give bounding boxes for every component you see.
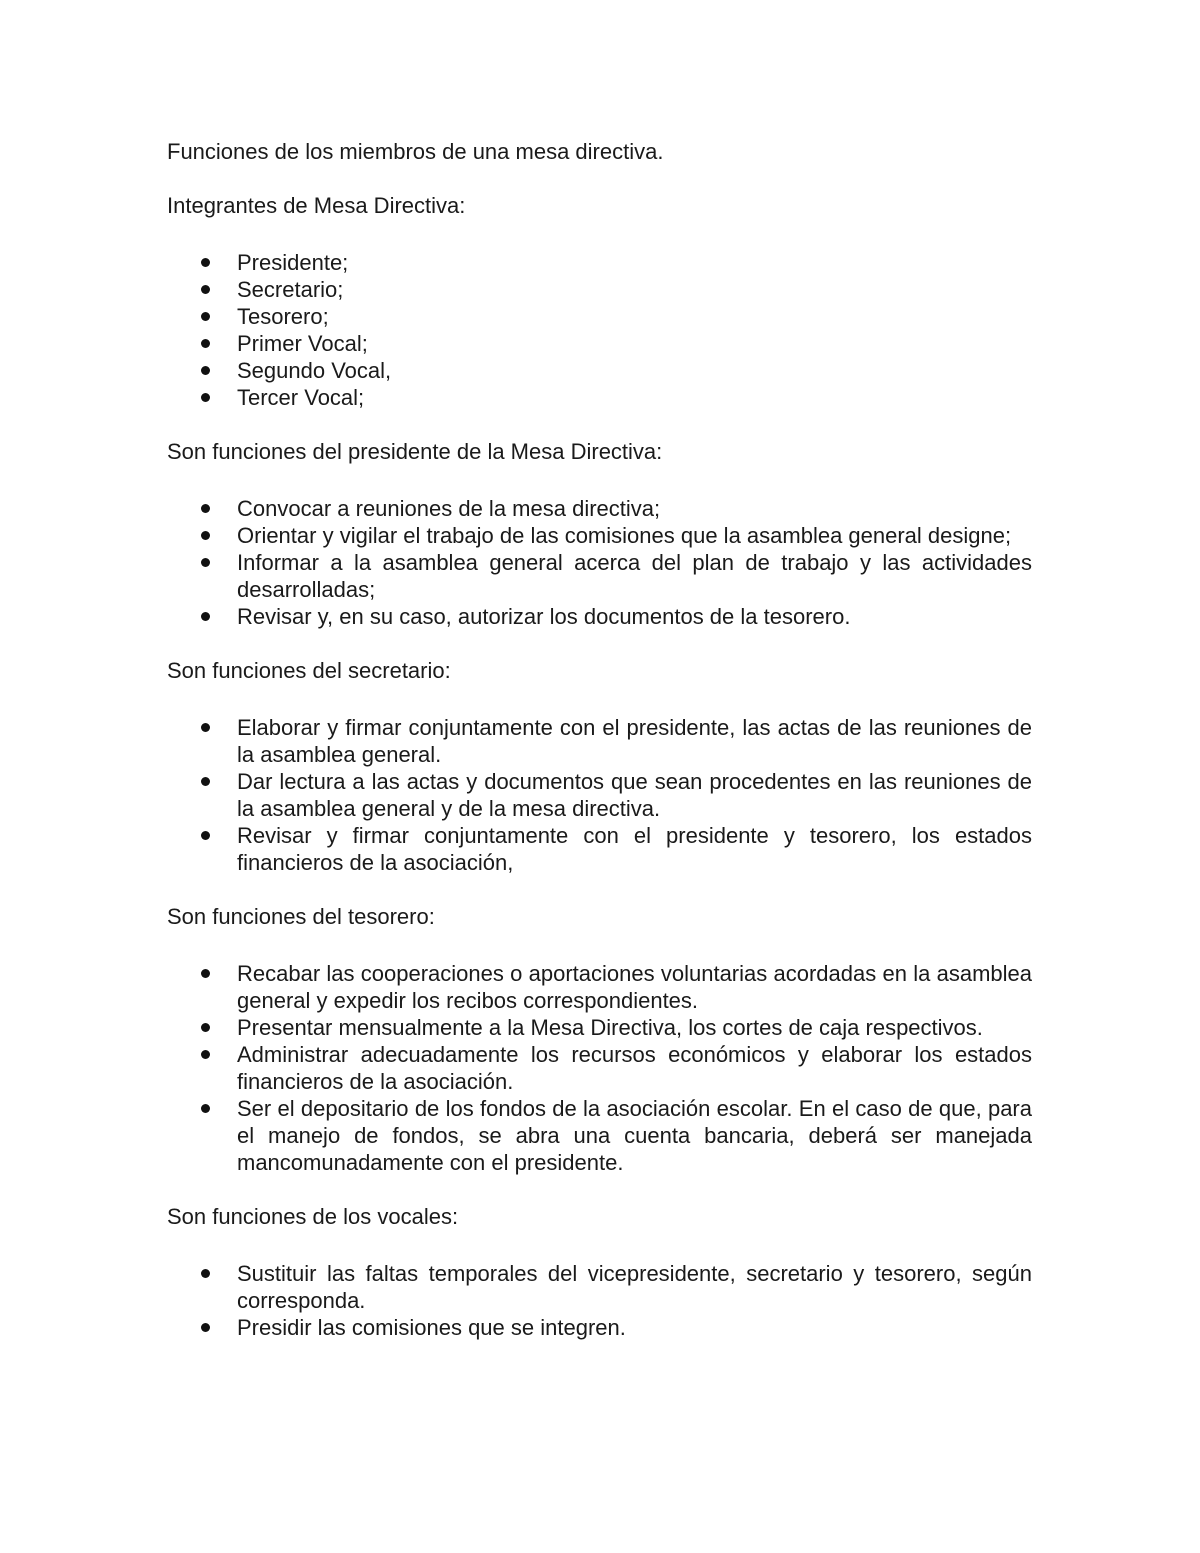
section-heading-presidente: Son funciones del presidente de la Mesa Directiva: (167, 439, 663, 464)
bullet-icon (201, 504, 210, 513)
section-heading-integrantes: Integrantes de Mesa Directiva: (167, 193, 466, 218)
section-heading-tesorero: Son funciones del tesorero: (167, 904, 435, 929)
vocales-list (167, 1260, 1032, 1341)
list-item: Revisar y firmar conjuntamente con el presidente y tesorero, los estados financieros de la asociación, (167, 822, 1032, 876)
bullet-icon (201, 393, 210, 402)
presidente-list (167, 495, 1032, 630)
list-item: Elaborar y firmar conjuntamente con el presidente, las actas de las reuniones de la asamblea general. (167, 714, 1032, 768)
bullet-icon (201, 339, 210, 348)
section-heading-vocales: Son funciones de los vocales: (167, 1204, 459, 1229)
list-item: Revisar y, en su caso, autorizar los documentos de la tesorero. (167, 603, 1032, 630)
bullet-icon (201, 1104, 210, 1113)
document-title: Funciones de los miembros de una mesa directiva. (167, 139, 664, 164)
document-page (167, 138, 1032, 1341)
integrantes-list (167, 249, 1032, 411)
list-item: Tercer Vocal; (167, 384, 1032, 411)
list-item: Secretario; (167, 276, 1032, 303)
list-item: Recabar las cooperaciones o aportaciones voluntarias acordadas en la asamblea general y expedir los recibos correspondientes. (167, 960, 1032, 1014)
bullet-icon (201, 366, 210, 375)
bullet-icon (201, 723, 210, 732)
bullet-icon (201, 312, 210, 321)
list-item: Sustituir las faltas temporales del vicepresidente, secretario y tesorero, según corresponda. (167, 1260, 1032, 1314)
list-item: Dar lectura a las actas y documentos que sean procedentes en las reuniones de la asamblea general y de la mesa directiva. (167, 768, 1032, 822)
bullet-icon (201, 831, 210, 840)
list-item: Segundo Vocal, (167, 357, 1032, 384)
bullet-icon (201, 612, 210, 621)
bullet-icon (201, 969, 210, 978)
bullet-icon (201, 777, 210, 786)
bullet-icon (201, 1050, 210, 1059)
list-item: Convocar a reuniones de la mesa directiva; (167, 495, 1032, 522)
secretario-list (167, 714, 1032, 876)
list-item: Presidente; (167, 249, 1032, 276)
bullet-icon (201, 558, 210, 567)
tesorero-list (167, 960, 1032, 1176)
list-item: Administrar adecuadamente los recursos económicos y elaborar los estados financieros de la asociación. (167, 1041, 1032, 1095)
bullet-icon (201, 1023, 210, 1032)
list-item: Informar a la asamblea general acerca del plan de trabajo y las actividades desarrolladas; (167, 549, 1032, 603)
bullet-icon (201, 285, 210, 294)
section-heading-secretario: Son funciones del secretario: (167, 658, 451, 683)
list-item: Presentar mensualmente a la Mesa Directiva, los cortes de caja respectivos. (167, 1014, 1032, 1041)
list-item: Presidir las comisiones que se integren. (167, 1314, 1032, 1341)
list-item: Orientar y vigilar el trabajo de las comisiones que la asamblea general designe; (167, 522, 1032, 549)
bullet-icon (201, 1269, 210, 1278)
list-item: Primer Vocal; (167, 330, 1032, 357)
bullet-icon (201, 1323, 210, 1332)
bullet-icon (201, 258, 210, 267)
list-item: Ser el depositario de los fondos de la asociación escolar. En el caso de que, para el manejo de fondos, se abra una cuenta bancaria, deberá ser manejada mancomunadamente con el presidente. (167, 1095, 1032, 1176)
bullet-icon (201, 531, 210, 540)
list-item: Tesorero; (167, 303, 1032, 330)
